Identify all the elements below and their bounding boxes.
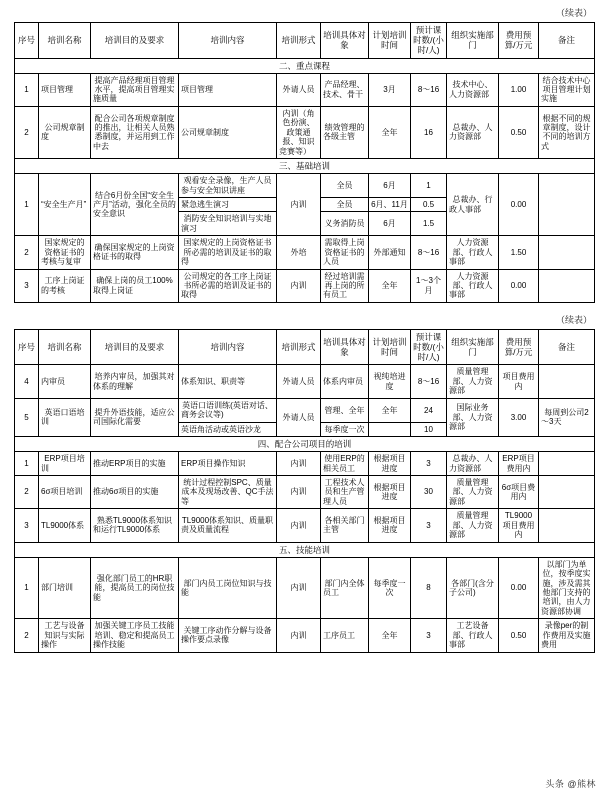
cell-content: TL9000体系知识、质量职责及质量流程 [179, 509, 277, 542]
col-header-form: 培训形式 [277, 329, 321, 365]
cell-name: TL9000体系 [39, 509, 91, 542]
cell-name: 英语口语培训 [39, 398, 91, 436]
cell-remark: 根据不同的规章制度，设计不同的培训方式 [539, 106, 595, 158]
cell-content: 消防安全知识培训与实地演习 [179, 212, 277, 236]
cell-purpose: 强化部门员工的HR职能，提高员工的岗位技能 [91, 557, 179, 619]
cell-budget: TL9000项目费用内 [499, 509, 539, 542]
col-header-content: 培训内容 [179, 23, 277, 59]
cell-dept: 人力资源部、行政人事部 [447, 269, 499, 302]
cell-name: 项目管理 [39, 73, 91, 106]
cell-remark: 以部门为单位，按季度实施，涉及需其他部门支持的培训，由人力资源部协调 [539, 557, 595, 619]
cell-time: 全年 [369, 619, 411, 652]
cell-remark [539, 509, 595, 542]
cell-dept: 质量管理部、人力资源部 [447, 365, 499, 398]
section-title: 二、重点课程 [15, 58, 595, 73]
section-title: 五、技能培训 [15, 542, 595, 557]
cell-remark: 每周到公司2～3天 [539, 398, 595, 436]
cell-content: 英语口语训练(英语对话、商务会议等) [179, 398, 277, 422]
cell-remark [539, 174, 595, 236]
cell-budget: 6σ项目费用内 [499, 475, 539, 508]
table-gap [14, 303, 594, 313]
cell-time: 6月 [369, 174, 411, 198]
cell-remark [539, 365, 595, 398]
cell-purpose: 配合公司各项规章制度的推出，让相关人员熟悉制度，并运用到工作中去 [91, 106, 179, 158]
section-title: 四、配合公司项目的培训 [15, 437, 595, 452]
cell-purpose: 推动6σ项目的实施 [91, 475, 179, 508]
col-header-budget: 费用预算/万元 [499, 23, 539, 59]
cell-content: 统计过程控制SPC、质量成本及现场改善、QC手法等 [179, 475, 277, 508]
col-header-remark: 备注 [539, 23, 595, 59]
cell-dept: 技术中心、人力资源部 [447, 73, 499, 106]
cell-hours: 1～3个月 [411, 269, 447, 302]
table-row [15, 557, 595, 619]
cell-budget: 1.00 [499, 73, 539, 106]
cell-remark [539, 475, 595, 508]
cell-name: 部门培训 [39, 557, 91, 619]
col-header-dept: 组织实施部门 [447, 23, 499, 59]
cell-dept: 国际业务部、人力资源部 [447, 398, 499, 436]
cell-hours: 3 [411, 452, 447, 476]
cell-no: 4 [15, 365, 39, 398]
cell-hours: 0.5 [411, 197, 447, 211]
cell-content: 紧急逃生演习 [179, 197, 277, 211]
cell-target: 体系内审员 [321, 365, 369, 398]
col-header-time: 计划培训时间 [369, 23, 411, 59]
cell-no: 1 [15, 174, 39, 236]
cell-form: 内训 [277, 452, 321, 476]
continued-label-mid: （续表） [555, 314, 592, 325]
cell-purpose: 熟悉TL9000体系知识和运行TL9000体系 [91, 509, 179, 542]
section-heading-row [15, 58, 595, 73]
cell-hours: 8～16 [411, 236, 447, 269]
section-heading-row [15, 437, 595, 452]
cell-remark: 结合技术中心项目管理计划实施 [539, 73, 595, 106]
cell-name: 6σ项目培训 [39, 475, 91, 508]
cell-budget: 项目费用内 [499, 365, 539, 398]
cell-purpose: 结合6月份全国“安全生产月”活动，强化全员的安全意识 [91, 174, 179, 236]
table-row [15, 475, 595, 508]
cell-remark [539, 269, 595, 302]
cell-form: 外请人员 [277, 398, 321, 436]
cell-target: 绩效管理的各级主管 [321, 106, 369, 158]
col-header-hours: 预计课时数/(小时/人) [411, 23, 447, 59]
cell-target: 工程技术人员和生产管理人员 [321, 475, 369, 508]
col-header-form: 培训形式 [277, 23, 321, 59]
table-row [15, 365, 595, 398]
cell-name: 工艺与设备知识与实际操作 [39, 619, 91, 652]
cell-time: 全年 [369, 106, 411, 158]
cell-form: 外培 [277, 236, 321, 269]
cell-form: 外请人员 [277, 365, 321, 398]
cell-target: 部门内全体员工 [321, 557, 369, 619]
col-header-target: 培训具体对象 [321, 23, 369, 59]
cell-content: 项目管理 [179, 73, 277, 106]
col-header-content: 培训内容 [179, 329, 277, 365]
col-header-name: 培训名称 [39, 23, 91, 59]
cell-hours: 1 [411, 174, 447, 198]
cell-time: 每季度一次 [369, 557, 411, 619]
cell-target: 产品经理、技术、骨干 [321, 73, 369, 106]
header-row [15, 329, 595, 365]
cell-form: 内训 [277, 269, 321, 302]
cell-no: 5 [15, 398, 39, 436]
cell-name: “安全生产月” [39, 174, 91, 236]
col-header-remark: 备注 [539, 329, 595, 365]
col-header-purpose: 培训目的及要求 [91, 329, 179, 365]
cell-content: 国家规定的上岗资格证书所必需的培训及证书的取得 [179, 236, 277, 269]
table-row [15, 73, 595, 106]
cell-remark: 录像per的制作费用及实施费用 [539, 619, 595, 652]
cell-content: 公司规定的各工序上岗证书所必需的培训及证书的取得 [179, 269, 277, 302]
cell-time: 根据项目进度 [369, 452, 411, 476]
table-body-bottom [15, 365, 595, 652]
cell-form: 内训 [277, 557, 321, 619]
watermark-credit: 头条 @熊林 [545, 779, 596, 789]
cell-no: 2 [15, 236, 39, 269]
cell-budget: ERP项目费用内 [499, 452, 539, 476]
table-row [15, 174, 595, 198]
cell-remark [539, 236, 595, 269]
table-header-bottom [15, 329, 595, 365]
cell-content: 公司规章制度 [179, 106, 277, 158]
cell-dept: 总裁办、行政人事部 [447, 174, 499, 236]
cell-content: 英语角活动或英语沙龙 [179, 422, 277, 436]
cell-target: 每季度一次 [321, 422, 369, 436]
cell-no: 2 [15, 475, 39, 508]
cell-time: 3月 [369, 73, 411, 106]
col-header-no: 序号 [15, 23, 39, 59]
cell-budget: 0.50 [499, 106, 539, 158]
cell-time: 根据项目进度 [369, 509, 411, 542]
cell-time: 6月、11月 [369, 197, 411, 211]
cell-purpose: 提升外语技能，适应公司国际化需要 [91, 398, 179, 436]
cell-form: 内训 [277, 619, 321, 652]
col-header-budget: 费用预算/万元 [499, 329, 539, 365]
col-header-name: 培训名称 [39, 329, 91, 365]
section-heading-row [15, 542, 595, 557]
col-header-hours: 预计课时数/(小时/人) [411, 329, 447, 365]
cell-target: 全员 [321, 174, 369, 198]
cell-time [369, 422, 411, 436]
cell-form: 内训 [277, 509, 321, 542]
cell-budget: 3.00 [499, 398, 539, 436]
cell-hours: 16 [411, 106, 447, 158]
cell-name: 国家规定的资格证书的考核与复审 [39, 236, 91, 269]
cell-hours: 30 [411, 475, 447, 508]
cell-target: 需取得上岗资格证书的人员 [321, 236, 369, 269]
cell-purpose: 确保国家规定的上岗资格证书的取得 [91, 236, 179, 269]
table-row [15, 106, 595, 158]
cell-dept: 工艺设备部、行政人事部 [447, 619, 499, 652]
cell-form: 外请人员 [277, 73, 321, 106]
cell-hours: 10 [411, 422, 447, 436]
cell-content: 部门内员工岗位知识与技能 [179, 557, 277, 619]
cell-form: 内训 [277, 174, 321, 236]
cell-hours: 24 [411, 398, 447, 422]
cell-target: 工序员工 [321, 619, 369, 652]
cell-purpose: 提高产品经理项目管理水平，提高项目管理实施质量 [91, 73, 179, 106]
cell-target: 管理、全年 [321, 398, 369, 422]
cell-no: 2 [15, 619, 39, 652]
cell-content: 体系知识、职责等 [179, 365, 277, 398]
section-title: 三、基础培训 [15, 159, 595, 174]
col-header-dept: 组织实施部门 [447, 329, 499, 365]
cell-purpose: 加强关键工序员工技能培训、稳定和提高员工操作技能 [91, 619, 179, 652]
col-header-target: 培训具体对象 [321, 329, 369, 365]
cell-no: 1 [15, 73, 39, 106]
cell-target: 全员 [321, 197, 369, 211]
cell-hours: 8 [411, 557, 447, 619]
cell-time: 根据项目进度 [369, 475, 411, 508]
cell-time: 外部通知 [369, 236, 411, 269]
cell-time: 全年 [369, 398, 411, 422]
cell-no: 1 [15, 557, 39, 619]
cell-dept: 各部门(含分子公司) [447, 557, 499, 619]
col-header-no: 序号 [15, 329, 39, 365]
cell-hours: 8～16 [411, 365, 447, 398]
cell-form: 内训（角色扮演、政策通报、知识竞赛等） [277, 106, 321, 158]
header-row [15, 23, 595, 59]
cell-dept: 总裁办、人力资源部 [447, 106, 499, 158]
cell-remark [539, 452, 595, 476]
cell-no: 3 [15, 509, 39, 542]
cell-budget: 0.50 [499, 619, 539, 652]
cell-name: 公司规章制度 [39, 106, 91, 158]
cell-budget: 0.00 [499, 557, 539, 619]
cell-no: 2 [15, 106, 39, 158]
cell-hours: 3 [411, 619, 447, 652]
cell-dept: 质量管理部、人力资源部 [447, 475, 499, 508]
cell-time: 6月 [369, 212, 411, 236]
cell-purpose: 推动ERP项目的实施 [91, 452, 179, 476]
table-row [15, 236, 595, 269]
cell-budget: 0.00 [499, 269, 539, 302]
table-body-top [15, 58, 595, 302]
table-header-top [15, 23, 595, 59]
col-header-time: 计划培训时间 [369, 329, 411, 365]
cell-content: ERP项目操作知识 [179, 452, 277, 476]
cell-time: 视纯培进度 [369, 365, 411, 398]
training-plan-table-bottom [14, 329, 595, 653]
cell-dept: 人力资源部、行政人事部 [447, 236, 499, 269]
continued-label-top: （续表） [555, 8, 592, 18]
cell-purpose: 培养内审员，加强其对体系的理解 [91, 365, 179, 398]
cell-content: 关键工序动作分解与设备操作要点录像 [179, 619, 277, 652]
cell-dept: 质量管理部、人力资源部 [447, 509, 499, 542]
table-row [15, 398, 595, 422]
training-plan-table-top [14, 22, 595, 303]
table-row [15, 452, 595, 476]
table-row [15, 269, 595, 302]
cell-target: 义务消防员 [321, 212, 369, 236]
cell-hours: 3 [411, 509, 447, 542]
cell-name: 工序上岗证的考核 [39, 269, 91, 302]
cell-no: 3 [15, 269, 39, 302]
cell-target: 使用ERP的相关员工 [321, 452, 369, 476]
cell-purpose: 确保上岗的员工100%取得上岗证 [91, 269, 179, 302]
table-row [15, 619, 595, 652]
cell-budget: 1.50 [499, 236, 539, 269]
cell-name: ERP项目培训 [39, 452, 91, 476]
cell-hours: 1.5 [411, 212, 447, 236]
table-row [15, 509, 595, 542]
cell-content: 观看安全录像，生产人员参与安全知识讲座 [179, 174, 277, 198]
cell-form: 内训 [277, 475, 321, 508]
cell-budget: 0.00 [499, 174, 539, 236]
cell-target: 各相关部门主管 [321, 509, 369, 542]
cell-no: 1 [15, 452, 39, 476]
section-heading-row [15, 159, 595, 174]
cell-hours: 8～16 [411, 73, 447, 106]
cell-time: 全年 [369, 269, 411, 302]
cell-name: 内审员 [39, 365, 91, 398]
cell-dept: 总裁办、人力资源部 [447, 452, 499, 476]
col-header-purpose: 培训目的及要求 [91, 23, 179, 59]
cell-target: 经过培训需再上岗的所有员工 [321, 269, 369, 302]
